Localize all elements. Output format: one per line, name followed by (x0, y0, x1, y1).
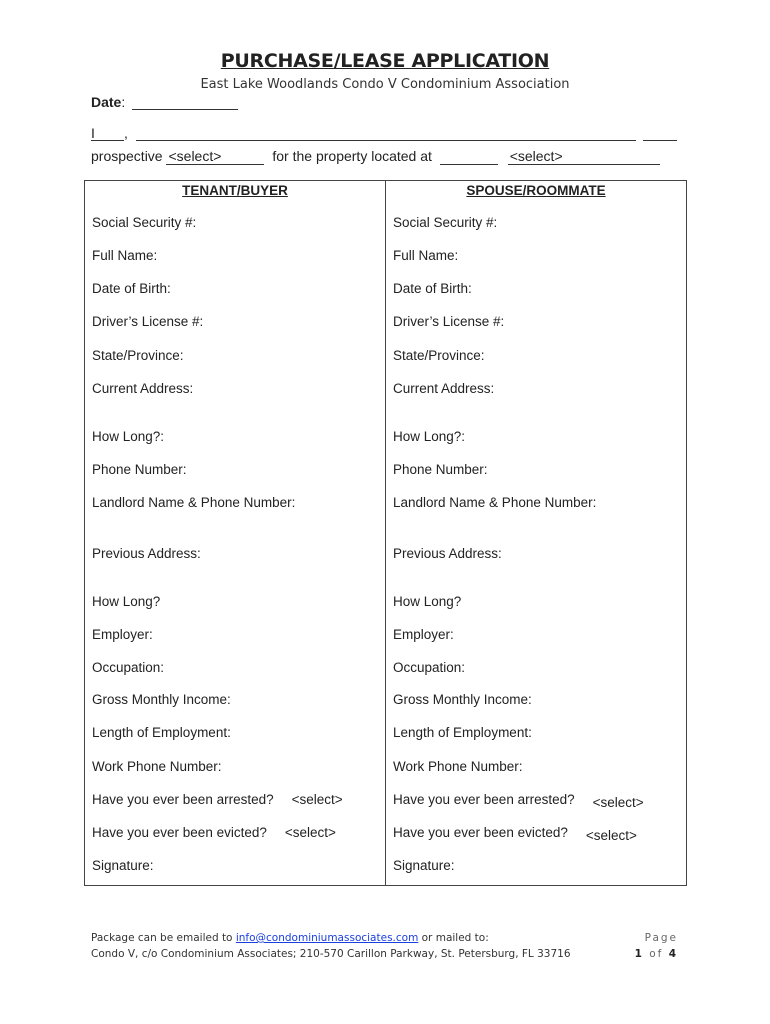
spouse-field-input[interactable] (465, 429, 679, 443)
spouse-field-label: Driver’s License #: (393, 314, 505, 330)
page-total: 4 (668, 948, 678, 960)
spouse-cell (386, 588, 687, 621)
spouse-field (393, 381, 679, 396)
tenant-cell (85, 686, 386, 719)
tenant-field-input[interactable] (295, 495, 378, 509)
table-row (85, 686, 687, 719)
spouse-field-input[interactable] (465, 660, 679, 674)
spouse-field (393, 627, 679, 642)
spouse-cell (386, 719, 687, 752)
table-row (85, 242, 687, 275)
page-indicator (630, 930, 678, 962)
spouse-field-input[interactable] (458, 248, 679, 262)
spouse-field-label: Date of Birth: (393, 281, 472, 297)
applicant-extra-field[interactable] (643, 125, 677, 141)
tenant-field-input[interactable] (187, 462, 378, 476)
spouse-field-label: State/Province: (393, 347, 485, 363)
tenant-cell (85, 342, 386, 375)
spouse-field (393, 348, 679, 363)
tenant-cell (85, 786, 386, 819)
spouse-field (393, 495, 679, 510)
tenant-buyer-header: TENANT/BUYER (85, 181, 386, 210)
tenant-cell (85, 275, 386, 308)
spouse-field-input[interactable] (502, 546, 679, 560)
tenant-field-label: Have you ever been arrested? (92, 791, 274, 807)
table-header-row (85, 181, 687, 210)
tenant-cell (85, 489, 386, 539)
spouse-field-input[interactable] (504, 314, 679, 328)
tenant-field (92, 858, 378, 873)
tenant-field (92, 462, 378, 477)
tenant-field-input[interactable] (231, 692, 378, 706)
applicant-name-field[interactable] (91, 125, 124, 141)
spouse-roommate-header: SPOUSE/ROOMMATE (386, 181, 687, 210)
tenant-field (92, 692, 378, 707)
comma: , (124, 125, 128, 141)
spouse-cell (386, 375, 687, 423)
tenant-field-label: How Long?: (92, 429, 165, 445)
date-row (91, 94, 238, 110)
tenant-field (92, 594, 378, 609)
spouse-cell (386, 342, 687, 375)
spouse-field-label: Length of Employment: (393, 725, 532, 741)
of-word: of (649, 948, 664, 960)
spouse-field-input[interactable] (523, 759, 679, 773)
tenant-field (92, 825, 378, 840)
spouse-cell (386, 654, 687, 686)
spouse-cell (386, 540, 687, 588)
spouse-field-label: Social Security #: (393, 215, 498, 230)
property-label: for the property located at (272, 148, 432, 164)
spouse-field-label: Employer: (393, 626, 454, 642)
footer-text (91, 930, 571, 962)
spouse-field (393, 248, 679, 263)
spouse-field (393, 314, 679, 329)
tenant-field-label: Employer: (92, 626, 153, 642)
spouse-field-label: Landlord Name & Phone Number: (393, 495, 597, 511)
spouse-field-input[interactable] (497, 215, 679, 229)
tenant-field-label: Driver’s License #: (92, 314, 204, 330)
spouse-field-label: Current Address: (393, 380, 495, 396)
tenant-field-input[interactable] (164, 429, 378, 443)
spouse-field (393, 215, 679, 230)
spouse-field (393, 594, 679, 609)
tenant-cell (85, 423, 386, 456)
tenant-field-input[interactable] (203, 314, 378, 328)
spouse-cell (386, 786, 687, 819)
tenant-field-label: Work Phone Number: (92, 758, 222, 774)
spouse-field-input[interactable] (454, 627, 679, 641)
tenant-field (92, 725, 378, 740)
tenant-cell (85, 308, 386, 341)
page-word: Page (644, 932, 678, 944)
email-link[interactable]: info@condominiumassociates.com (235, 932, 419, 944)
i-label: I (91, 125, 95, 141)
table-row (85, 375, 687, 423)
tenant-field (92, 314, 378, 329)
table-row (85, 342, 687, 375)
tenant-cell (85, 209, 386, 242)
spouse-answer-select[interactable]: <select> (592, 794, 644, 810)
tenant-cell (85, 654, 386, 686)
spouse-field (393, 660, 679, 675)
tenant-field-label: Social Security #: (92, 215, 197, 230)
spouse-cell (386, 275, 687, 308)
table-row (85, 308, 687, 341)
table-row (85, 719, 687, 752)
tenant-field-label: Signature: (92, 858, 154, 874)
spouse-field-label: Previous Address: (393, 545, 502, 561)
property-select[interactable]: <select> (508, 148, 660, 165)
applicant-fullname-field[interactable] (136, 125, 636, 141)
spouse-field-label: Have you ever been arrested? (393, 791, 575, 807)
tenant-field-label: Phone Number: (92, 462, 187, 478)
tenant-field-input[interactable] (171, 281, 378, 295)
table-row (85, 456, 687, 489)
tenant-cell (85, 852, 386, 885)
tenant-field-input[interactable] (193, 381, 378, 395)
spouse-field-label: Full Name: (393, 248, 459, 264)
table-row (85, 489, 687, 539)
spouse-field-input[interactable] (472, 281, 679, 295)
tenant-cell (85, 588, 386, 621)
tenant-cell (85, 819, 386, 852)
tenant-field-label: Landlord Name & Phone Number: (92, 495, 296, 511)
spouse-field-label: How Long?: (393, 429, 466, 445)
tenant-field-label: How Long? (92, 593, 161, 609)
tenant-field (92, 660, 378, 675)
tenant-field (92, 281, 378, 296)
tenant-cell (85, 540, 386, 588)
spouse-cell (386, 489, 687, 539)
table-row (85, 588, 687, 621)
property-field[interactable] (440, 149, 498, 165)
spouse-field (393, 692, 679, 707)
spouse-field (393, 462, 679, 477)
mailing-address: Condo V, c/o Condominium Associates; 210-570 Carillon Parkway, St. Petersburg, FL 33716 (91, 948, 571, 960)
association-subtitle: East Lake Woodlands Condo V Condominium Association (200, 77, 570, 92)
tenant-field-input[interactable] (222, 759, 378, 773)
page-number: 1 (634, 948, 644, 960)
spouse-field-label: Phone Number: (393, 462, 488, 478)
tenant-field (92, 495, 378, 510)
tenant-field (92, 248, 378, 263)
spouse-field-input[interactable] (485, 348, 679, 362)
tenant-field-input[interactable] (201, 546, 378, 560)
spouse-field (393, 792, 679, 810)
tenant-field (92, 546, 378, 561)
tenant-cell (85, 242, 386, 275)
tenant-field-input[interactable] (153, 627, 378, 641)
tenant-cell (85, 719, 386, 752)
table-row (85, 753, 687, 786)
spouse-field-input[interactable] (532, 725, 679, 739)
spouse-field-input[interactable] (494, 381, 679, 395)
tenant-field-input[interactable] (196, 215, 378, 229)
spouse-cell (386, 456, 687, 489)
role-select[interactable]: <select> (166, 148, 264, 165)
spouse-field-label: Gross Monthly Income: (393, 692, 532, 708)
spouse-cell (386, 753, 687, 786)
spouse-field (393, 825, 679, 843)
spouse-cell (386, 209, 687, 242)
tenant-field (92, 759, 378, 774)
spouse-field-label: Occupation: (393, 660, 466, 676)
tenant-field-label: Current Address: (92, 380, 194, 396)
spouse-answer-select[interactable]: <select> (585, 827, 637, 843)
table-row (85, 786, 687, 819)
spouse-cell (386, 423, 687, 456)
tenant-field-input[interactable] (154, 858, 378, 872)
spouse-cell (386, 819, 687, 852)
table-row (85, 209, 687, 242)
tenant-field-label: Length of Employment: (92, 725, 231, 741)
tenant-field (92, 792, 378, 807)
spouse-field-label: How Long? (393, 593, 462, 609)
spouse-field (393, 429, 679, 444)
tenant-field-input[interactable] (157, 248, 378, 262)
tenant-field-input[interactable] (231, 725, 378, 739)
table-row (85, 852, 687, 885)
spouse-field (393, 281, 679, 296)
tenant-field (92, 381, 378, 396)
footer-line1-suffix: or mailed to: (418, 932, 489, 944)
tenant-field (92, 429, 378, 444)
tenant-cell (85, 621, 386, 654)
date-separator: : (121, 94, 126, 110)
footer-line1-prefix: Package can be emailed to (91, 932, 236, 944)
tenant-field-label: State/Province: (92, 347, 184, 363)
table-row (85, 654, 687, 686)
applicant-name-row (91, 125, 681, 141)
application-table (84, 180, 687, 886)
spouse-field (393, 546, 679, 561)
tenant-cell (85, 753, 386, 786)
spouse-field-input[interactable] (461, 594, 679, 608)
spouse-cell (386, 686, 687, 719)
page-title: PURCHASE/LEASE APPLICATION (220, 50, 550, 72)
tenant-field (92, 627, 378, 642)
table-row (85, 540, 687, 588)
date-field[interactable] (132, 95, 238, 110)
table-row (85, 275, 687, 308)
tenant-field-label: Full Name: (92, 248, 158, 264)
spouse-field (393, 725, 679, 740)
table-row (85, 621, 687, 654)
spouse-field-label: Work Phone Number: (393, 758, 523, 774)
spouse-cell (386, 308, 687, 341)
tenant-field (92, 215, 378, 230)
spouse-field-input[interactable] (596, 495, 679, 509)
tenant-cell (85, 456, 386, 489)
spouse-field-input[interactable] (455, 858, 679, 872)
table-row (85, 819, 687, 852)
tenant-field-label: Gross Monthly Income: (92, 692, 231, 708)
prospective-row (91, 148, 681, 165)
spouse-field-input[interactable] (488, 462, 679, 476)
spouse-cell (386, 621, 687, 654)
tenant-answer-select[interactable]: <select> (284, 824, 336, 840)
spouse-field-label: Have you ever been evicted? (393, 824, 568, 840)
tenant-field-input[interactable] (164, 660, 378, 674)
tenant-field-input[interactable] (184, 348, 378, 362)
spouse-field-label: Signature: (393, 858, 455, 874)
tenant-answer-select[interactable]: <select> (291, 791, 343, 807)
spouse-field (393, 759, 679, 774)
spouse-cell (386, 242, 687, 275)
spouse-field-input[interactable] (532, 692, 679, 706)
spouse-field (393, 858, 679, 873)
tenant-field-label: Previous Address: (92, 545, 201, 561)
prospective-label: prospective (91, 148, 163, 164)
tenant-field-label: Date of Birth: (92, 281, 171, 297)
tenant-field (92, 348, 378, 363)
tenant-field-label: Occupation: (92, 660, 165, 676)
table-row (85, 423, 687, 456)
tenant-field-input[interactable] (160, 594, 378, 608)
tenant-cell (85, 375, 386, 423)
date-label: Date (91, 94, 122, 110)
tenant-field-label: Have you ever been evicted? (92, 824, 267, 840)
spouse-cell (386, 852, 687, 885)
